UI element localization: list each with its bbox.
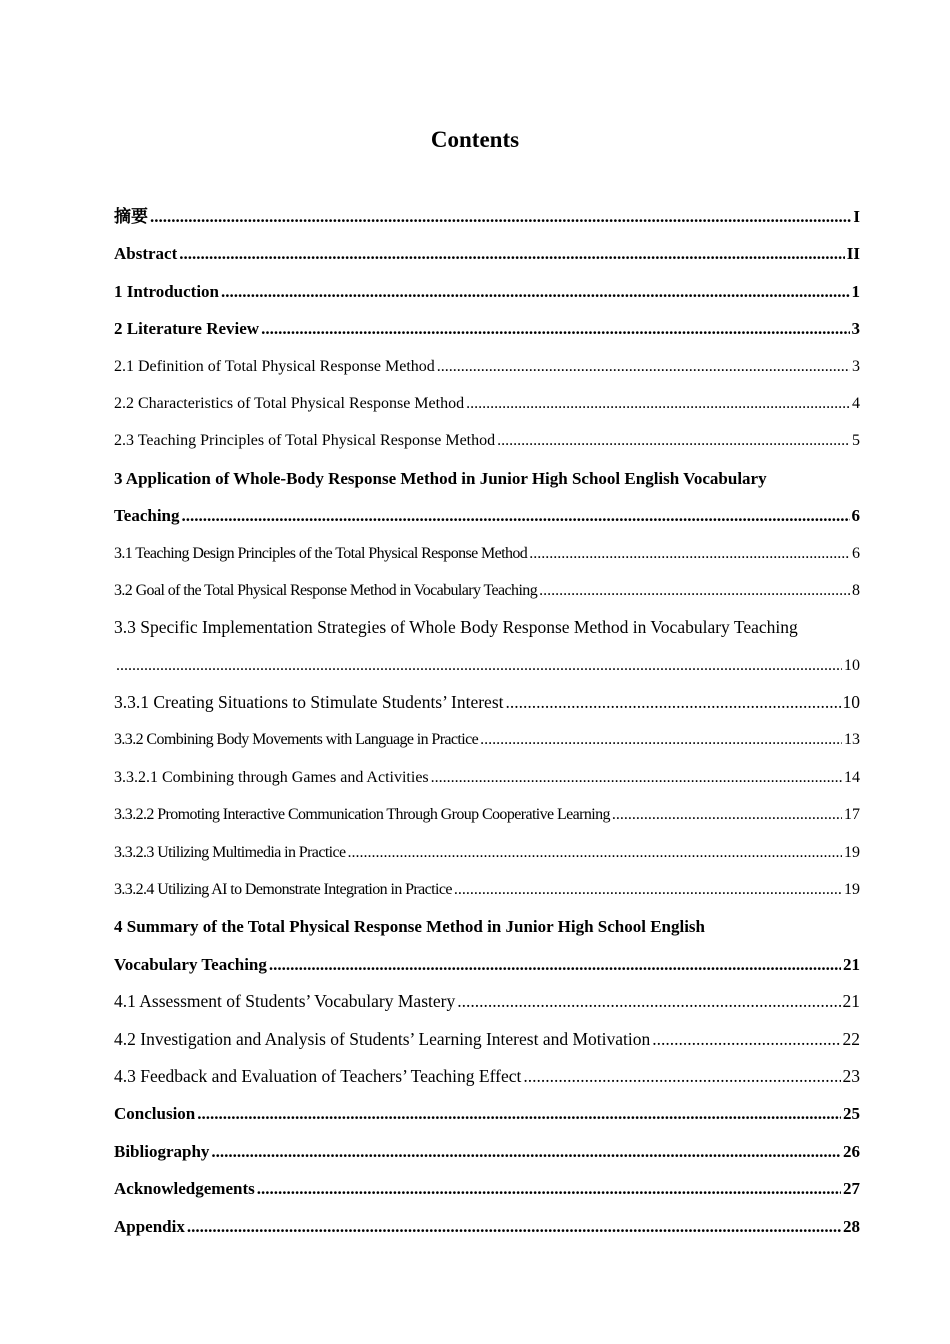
toc-entry[interactable] [114, 684, 860, 721]
toc-entry[interactable] [114, 946, 860, 983]
toc-entry[interactable] [114, 1021, 860, 1058]
toc-entry-label: 1 Introduction [114, 281, 220, 301]
toc-entry-label: Appendix [114, 1216, 185, 1236]
toc-entry[interactable] [114, 834, 860, 871]
toc-leader-dots [179, 235, 845, 272]
toc-leader-dots [211, 1133, 841, 1170]
toc-page-number: 23 [842, 1065, 860, 1086]
toc-entry-label: 2.1 Definition of Total Physical Response Method [114, 357, 435, 375]
toc-entry[interactable] [114, 348, 860, 385]
toc-page-number: 10 [842, 692, 860, 713]
toc-entry-label: Bibliography [114, 1141, 210, 1161]
toc-page-number: 26 [843, 1141, 860, 1161]
toc-entry-label: 4.2 Investigation and Analysis of Students’ Learning Interest and Motivation [114, 1028, 651, 1049]
toc-entry-label: Teaching [114, 506, 180, 526]
toc-page-number: 25 [843, 1104, 860, 1124]
toc-leader-dots [431, 759, 842, 796]
toc-entry[interactable] [114, 871, 860, 908]
toc-entry-label: 2.3 Teaching Principles of Total Physical Response Method [114, 432, 496, 450]
toc-entry[interactable] [114, 422, 860, 459]
toc-entry-label: 3.3.2.2 Promoting Interactive Communication Through Group Cooperative Learning [114, 806, 610, 824]
toc-page-number: 22 [842, 1028, 860, 1049]
toc-page-number: 17 [844, 806, 860, 824]
toc-entry[interactable] [114, 1095, 860, 1132]
toc-entry[interactable] [114, 1058, 860, 1095]
toc-entry[interactable] [114, 572, 860, 609]
toc-page-number: 5 [852, 432, 860, 450]
toc-page-number: 13 [844, 731, 860, 749]
toc-leader-dots [506, 684, 841, 721]
toc-leader-dots [187, 1208, 841, 1245]
toc-leader-dots [437, 348, 850, 385]
toc-page-number: 4 [852, 394, 860, 412]
toc-entry[interactable] [114, 647, 860, 684]
toc-leader-dots [523, 1058, 840, 1095]
toc-leader-dots [182, 497, 850, 534]
toc-entry-label: 3.1 Teaching Design Principles of the Total Physical Response Method [114, 544, 528, 562]
toc-leader-dots [150, 198, 851, 235]
toc-leader-dots [221, 273, 849, 310]
toc-entry[interactable] [114, 535, 860, 572]
toc-entry[interactable] [114, 385, 860, 422]
toc-entry[interactable] [114, 1170, 860, 1207]
toc-entry-label: 4.3 Feedback and Evaluation of Teachers’ Teaching Effect [114, 1065, 522, 1086]
toc-entry-label: 摘要 [114, 207, 148, 226]
toc-leader-dots [269, 946, 841, 983]
toc-page-number: 21 [843, 954, 860, 974]
toc-entry-label: 3.3 Specific Implementation Strategies of Whole Body Response Method in Vocabulary Teaching [114, 617, 798, 638]
toc-entry[interactable] [114, 609, 860, 646]
contents-title: Contents [430, 127, 520, 152]
toc-leader-dots [480, 721, 842, 758]
toc-leader-dots [539, 572, 850, 609]
toc-page-number: 8 [852, 581, 860, 599]
toc-entry[interactable] [114, 796, 860, 833]
toc-leader-dots [466, 385, 850, 422]
toc-page-number: 1 [851, 281, 860, 301]
toc-page-number: 10 [844, 656, 860, 674]
toc-entry-label: 2 Literature Review [114, 319, 260, 339]
toc-page-number: 27 [843, 1179, 860, 1199]
toc-entry[interactable] [114, 460, 860, 497]
toc-entry-label: 2.2 Characteristics of Total Physical Response Method [114, 394, 465, 412]
toc-page-number: II [846, 244, 860, 264]
toc-entry-label: Conclusion [114, 1104, 196, 1124]
toc-entry[interactable] [114, 721, 860, 758]
toc-page-number: 21 [842, 991, 860, 1012]
toc-entry-label: 4 Summary of the Total Physical Response Method in Junior High School English [114, 917, 706, 937]
toc-leader-dots [529, 535, 850, 572]
toc-page-number: 6 [852, 544, 860, 562]
toc-entry[interactable] [114, 1133, 860, 1170]
toc-leader-dots [457, 983, 840, 1020]
toc-entry[interactable] [114, 235, 860, 272]
toc-page-number: I [853, 207, 860, 226]
toc-leader-dots [116, 647, 842, 684]
toc-leader-dots [257, 1170, 841, 1207]
toc-entry[interactable] [114, 983, 860, 1020]
toc-entry[interactable] [114, 1208, 860, 1245]
toc-page-number: 3 [852, 357, 860, 375]
toc-entry[interactable] [114, 759, 860, 796]
toc-page-number: 6 [851, 506, 860, 526]
toc-leader-dots [612, 796, 842, 833]
toc-leader-dots [261, 310, 849, 347]
toc-entry-label: 3.3.2.4 Utilizing AI to Demonstrate Integration in Practice [114, 881, 452, 899]
toc-page-number: 19 [844, 881, 860, 899]
toc-entry-label: 3.3.2.3 Utilizing Multimedia in Practice [114, 843, 346, 861]
toc-page-number: 28 [843, 1216, 860, 1236]
toc-leader-dots [652, 1021, 840, 1058]
toc-entry[interactable] [114, 198, 860, 235]
toc-leader-dots [454, 871, 842, 908]
toc-entry-label: 3 Application of Whole-Body Response Method in Junior High School English Vocabulary [114, 468, 767, 488]
toc-page-number: 3 [851, 319, 860, 339]
toc-leader-dots [197, 1095, 841, 1132]
toc-entry-label: Vocabulary Teaching [114, 954, 267, 974]
toc-page-number: 14 [844, 768, 860, 786]
toc-leader-dots [348, 834, 842, 871]
toc-entry[interactable] [114, 310, 860, 347]
toc-entry[interactable] [114, 908, 860, 945]
toc-page-number: 19 [844, 843, 860, 861]
toc-entry-label: 3.3.1 Creating Situations to Stimulate Students’ Interest [114, 692, 504, 713]
toc-entry-label: Acknowledgements [114, 1179, 255, 1199]
toc-entry[interactable] [114, 273, 860, 310]
toc-entry-label: 3.3.2 Combining Body Movements with Language in Practice [114, 731, 479, 749]
toc-entry-label: 3.2 Goal of the Total Physical Response Method in Vocabulary Teaching [114, 581, 538, 599]
toc-entry-label: Abstract [114, 244, 178, 264]
toc-entry[interactable] [114, 497, 860, 534]
toc-entry-label: 3.3.2.1 Combining through Games and Activities [114, 768, 429, 786]
table-of-contents [114, 198, 860, 1245]
toc-entry-label: 4.1 Assessment of Students’ Vocabulary Mastery [114, 991, 456, 1012]
toc-leader-dots [497, 422, 850, 459]
